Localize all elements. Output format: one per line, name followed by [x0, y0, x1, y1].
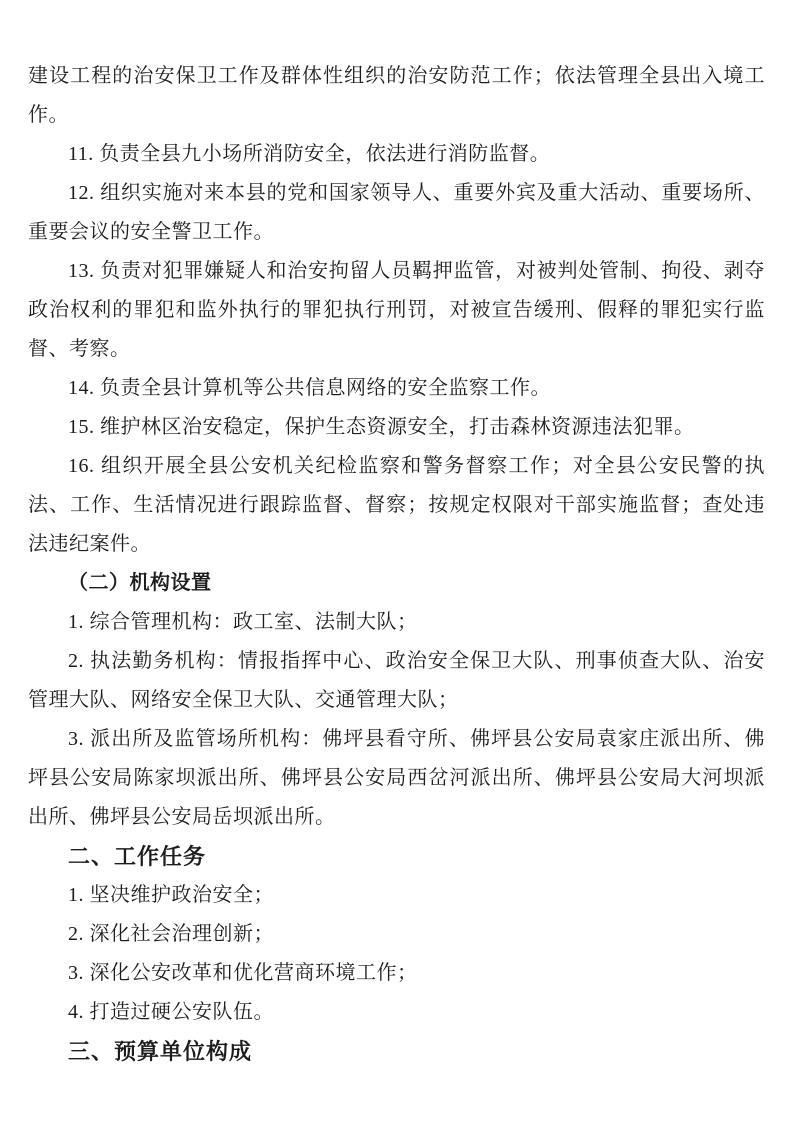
section-heading: 三、预算单位构成: [68, 1039, 253, 1064]
paragraph: 3. 深化公安改革和优化营商环境工作；: [68, 962, 418, 984]
paragraph: 11. 负责全县九小场所消防安全，依法进行消防监督。: [68, 143, 551, 165]
paragraph: 建设工程的治安保卫工作及群体性组织的治安防范工作；依法管理全县出入境工作。: [28, 65, 765, 126]
paragraph: 2. 执法勤务机构：情报指挥中心、政治安全保卫大队、刑事侦查大队、治安管理大队、网络安全保卫大队、交通管理大队；: [28, 650, 765, 711]
document-body: [28, 57, 765, 1071]
paragraph: 14. 负责全县计算机等公共信息网络的安全监察工作。: [68, 377, 551, 399]
paragraph: 3. 派出所及监管场所机构：佛坪县看守所、佛坪县公安局袁家庄派出所、佛坪县公安局陈家坝派出所、佛坪县公安局西岔河派出所、佛坪县公安局大河坝派出所、佛坪县公安局岳坝派出所。: [28, 728, 765, 828]
paragraph: 4. 打造过硬公安队伍。: [68, 1001, 274, 1023]
paragraph: 1. 综合管理机构：政工室、法制大队；: [68, 611, 418, 633]
paragraph: 1. 坚决维护政治安全；: [68, 884, 274, 906]
paragraph: 12. 组织实施对来本县的党和国家领导人、重要外宾及重大活动、重要场所、重要会议的安全警卫工作。: [28, 182, 765, 243]
paragraph: 2. 深化社会治理创新；: [68, 923, 274, 945]
paragraph: 16. 组织开展全县公安机关纪检监察和警务督察工作；对全县公安民警的执法、工作、生活情况进行跟踪监督、督察；按规定权限对干部实施监督；查处违法违纪案件。: [28, 455, 765, 555]
paragraph: 13. 负责对犯罪嫌疑人和治安拘留人员羁押监管，对被判处管制、拘役、剥夺政治权利的罪犯和监外执行的罪犯执行刑罚，对被宣告缓刑、假释的罪犯实行监督、考察。: [28, 260, 765, 360]
paragraph: 15. 维护林区治安稳定，保护生态资源安全，打击森林资源违法犯罪。: [68, 416, 695, 438]
section-heading: （二）机构设置: [68, 572, 212, 594]
section-heading: 二、工作任务: [68, 844, 207, 869]
